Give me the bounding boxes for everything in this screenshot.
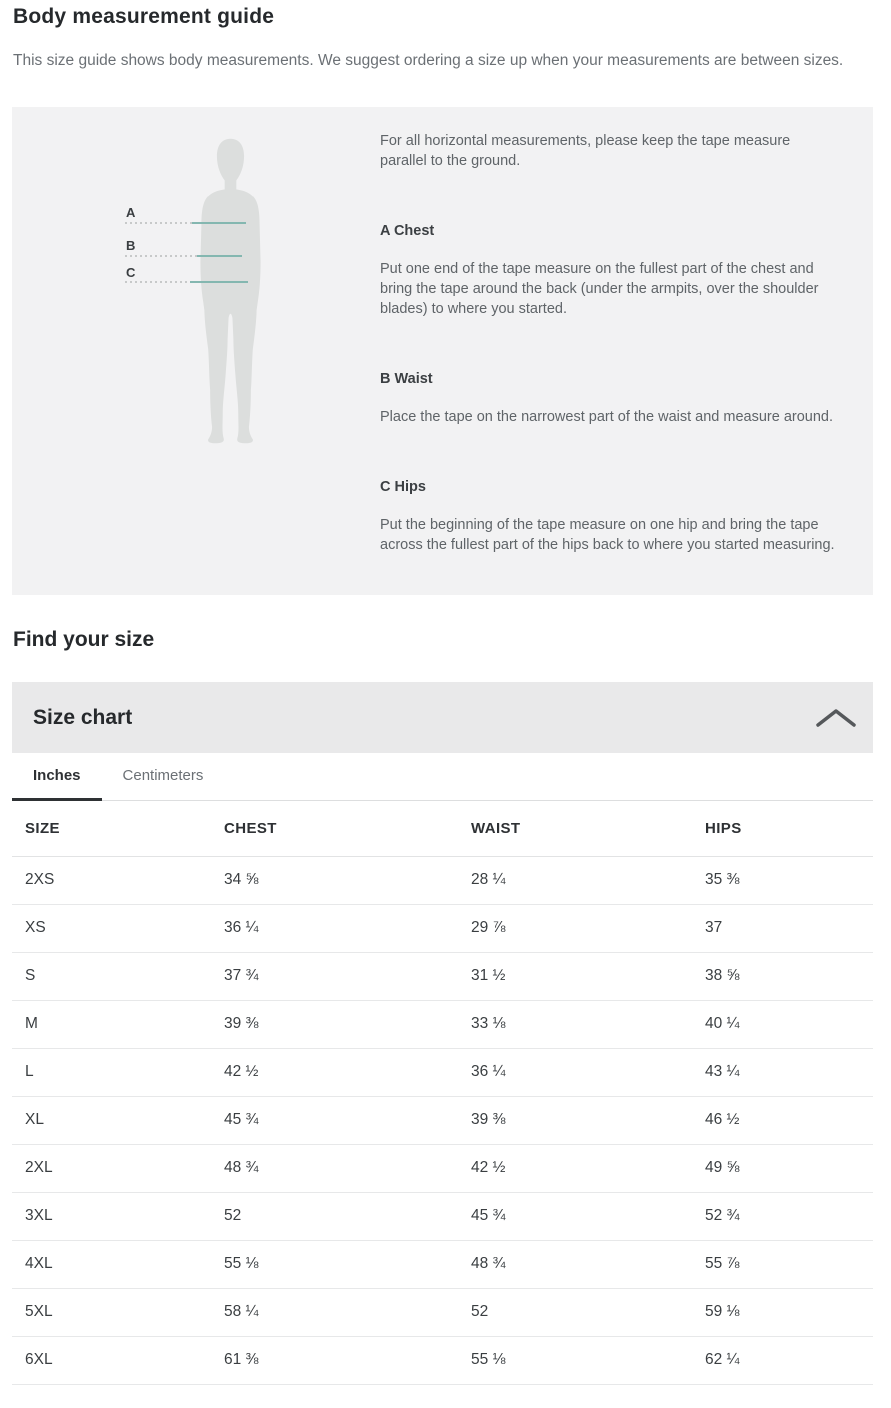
cell-waist: 48 ¾ — [458, 1240, 692, 1288]
cell-size: 5XL — [12, 1288, 211, 1336]
cell-size: M — [12, 1000, 211, 1048]
waist-measure-line — [197, 255, 242, 257]
cell-waist: 45 ¾ — [458, 1192, 692, 1240]
cell-size: 2XS — [12, 856, 211, 904]
cell-chest: 36 ¼ — [211, 904, 458, 952]
hips-section-heading: C Hips — [380, 479, 426, 495]
cell-chest: 34 ⅝ — [211, 856, 458, 904]
size-table-row — [12, 1096, 873, 1144]
cell-size: 3XL — [12, 1192, 211, 1240]
cell-chest: 61 ⅜ — [211, 1336, 458, 1384]
find-your-size-heading: Find your size — [13, 628, 155, 651]
waist-dotted-line — [125, 255, 197, 257]
size-table-row — [12, 1192, 873, 1240]
cell-size: 4XL — [12, 1240, 211, 1288]
page-title: Body measurement guide — [13, 5, 275, 28]
cell-waist: 39 ⅜ — [458, 1096, 692, 1144]
cell-chest: 55 ⅛ — [211, 1240, 458, 1288]
chest-measure-line — [192, 222, 246, 224]
cell-chest: 45 ¾ — [211, 1096, 458, 1144]
column-header-chest: CHEST — [211, 801, 458, 856]
size-table-body — [12, 856, 873, 1384]
cell-hips: 40 ¼ — [692, 1000, 873, 1048]
cell-waist: 42 ½ — [458, 1144, 692, 1192]
size-table-row — [12, 1000, 873, 1048]
column-header-hips: HIPS — [692, 801, 873, 856]
cell-waist: 31 ½ — [458, 952, 692, 1000]
body-silhouette-image — [182, 132, 279, 450]
chest-dotted-line — [125, 222, 192, 224]
cell-hips: 59 ⅛ — [692, 1288, 873, 1336]
chest-section-heading: A Chest — [380, 223, 435, 239]
cell-hips: 52 ¾ — [692, 1192, 873, 1240]
figure-label-b: B — [126, 238, 136, 253]
figure-label-a: A — [126, 205, 136, 220]
hips-section-text: Put the beginning of the tape measure on one hip and bring the tape across the fullest part of the hips back to where you started measuring. — [380, 517, 835, 553]
size-table-row — [12, 904, 873, 952]
column-header-waist: WAIST — [458, 801, 692, 856]
tab-centimeters[interactable] — [102, 753, 225, 801]
page-subtitle: This size guide shows body measurements. We suggest ordering a size up when your measurements are between sizes. — [13, 52, 844, 69]
size-table-row — [12, 1240, 873, 1288]
cell-chest: 39 ⅜ — [211, 1000, 458, 1048]
cell-waist: 55 ⅛ — [458, 1336, 692, 1384]
cell-size: 6XL — [12, 1336, 211, 1384]
size-chart-accordion-toggle[interactable] — [12, 682, 873, 753]
cell-size: L — [12, 1048, 211, 1096]
cell-waist: 33 ⅛ — [458, 1000, 692, 1048]
chevron-up-icon[interactable] — [816, 709, 856, 727]
size-table-row — [12, 1288, 873, 1336]
cell-waist: 36 ¼ — [458, 1048, 692, 1096]
size-table-row — [12, 1336, 873, 1384]
cell-hips: 38 ⅝ — [692, 952, 873, 1000]
cell-waist: 29 ⅞ — [458, 904, 692, 952]
cell-hips: 46 ½ — [692, 1096, 873, 1144]
cell-size: 2XL — [12, 1144, 211, 1192]
cell-hips: 43 ¼ — [692, 1048, 873, 1096]
cell-size: XS — [12, 904, 211, 952]
cell-hips: 35 ⅜ — [692, 856, 873, 904]
tab-centimeters-label: Centimeters — [122, 767, 204, 784]
cell-hips: 37 — [692, 904, 873, 952]
column-header-size: SIZE — [12, 801, 211, 856]
hips-measure-line — [190, 281, 248, 283]
tab-inches-label: Inches — [33, 767, 81, 784]
size-table-row — [12, 1048, 873, 1096]
size-chart-accordion-title: Size chart — [33, 705, 133, 729]
waist-section-heading: B Waist — [380, 371, 433, 387]
hips-dotted-line — [125, 281, 190, 283]
measurement-intro: For all horizontal measurements, please keep the tape measure parallel to the ground. — [380, 133, 791, 169]
size-table-row — [12, 856, 873, 904]
cell-waist: 52 — [458, 1288, 692, 1336]
cell-hips: 55 ⅞ — [692, 1240, 873, 1288]
cell-hips: 62 ¼ — [692, 1336, 873, 1384]
cell-chest: 52 — [211, 1192, 458, 1240]
cell-size: XL — [12, 1096, 211, 1144]
tab-inches[interactable] — [12, 753, 102, 801]
cell-chest: 37 ¾ — [211, 952, 458, 1000]
figure-label-c: C — [126, 265, 136, 280]
size-table-row — [12, 1144, 873, 1192]
size-table-row — [12, 952, 873, 1000]
chest-section-text: Put one end of the tape measure on the fullest part of the chest and bring the tape around the back (under the armpits, over the shoulder blades) to where you started. — [380, 261, 819, 317]
measurement-guide-panel — [12, 107, 873, 595]
waist-section-text: Place the tape on the narrowest part of the waist and measure around. — [380, 409, 833, 425]
cell-chest: 58 ¼ — [211, 1288, 458, 1336]
cell-size: S — [12, 952, 211, 1000]
cell-waist: 28 ¼ — [458, 856, 692, 904]
size-table-header-row — [12, 801, 873, 856]
unit-tabs — [12, 753, 873, 801]
size-chart-table — [12, 801, 873, 1385]
cell-chest: 48 ¾ — [211, 1144, 458, 1192]
cell-chest: 42 ½ — [211, 1048, 458, 1096]
cell-hips: 49 ⅝ — [692, 1144, 873, 1192]
